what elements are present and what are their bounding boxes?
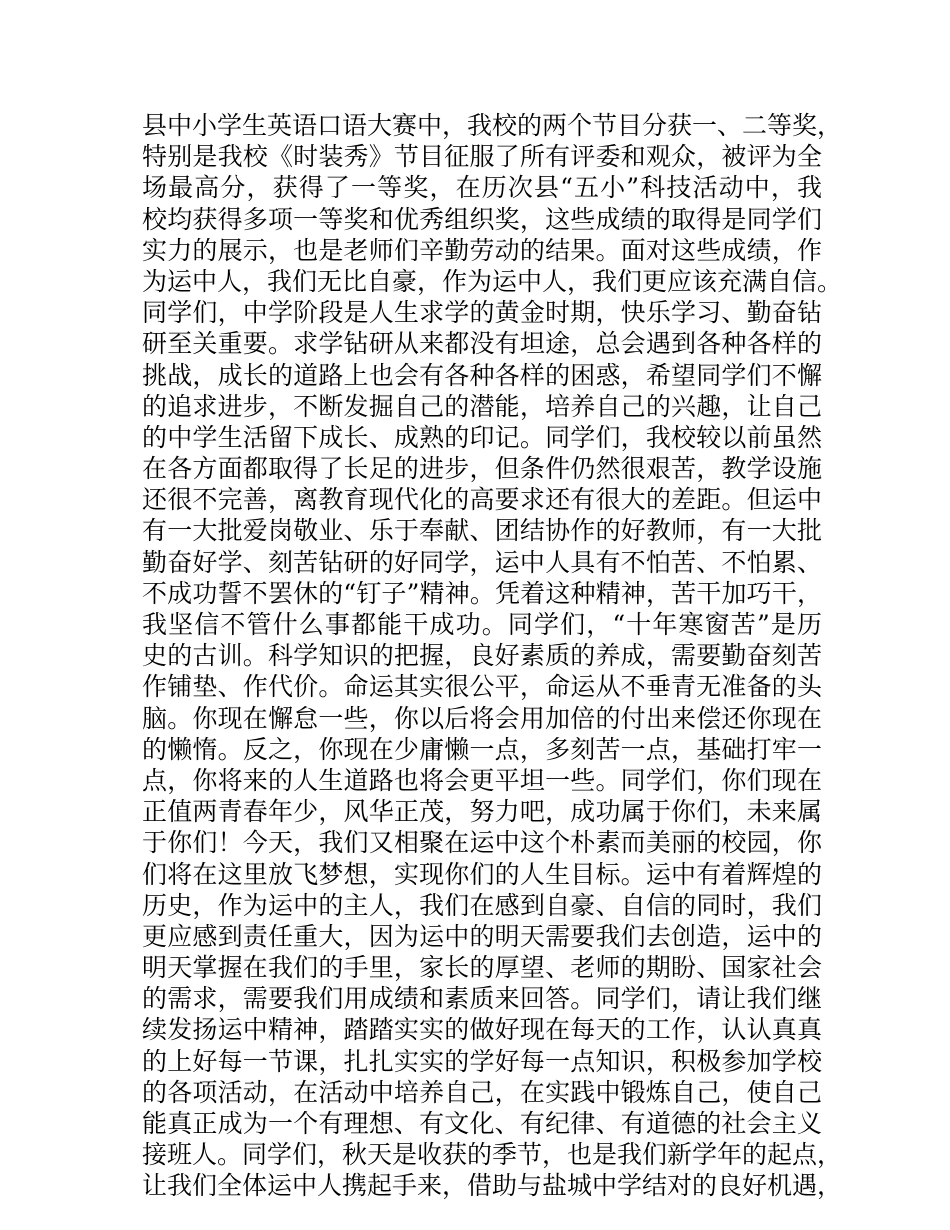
text-line: 的需求，需要我们用成绩和素质来回答。同学们，请让我们继 [142, 984, 822, 1014]
body-text [142, 110, 843, 1202]
text-line: 勤奋好学、刻苦钻研的好同学，运中人具有不怕苦、不怕累、 [142, 547, 822, 577]
text-line: 明天掌握在我们的手里，家长的厚望、老师的期盼、国家社会 [142, 953, 822, 983]
text-line: 校均获得多项一等奖和优秀组织奖，这些成绩的取得是同学们 [142, 204, 822, 234]
text-line: 县中小学生英语口语大赛中，我校的两个节目分获一、二等奖， [142, 111, 843, 140]
text-line: 续发扬运中精神，踏踏实实的做好现在每天的工作，认认真真 [142, 1015, 822, 1045]
text-line: 的上好每一节课，扎扎实实的学好每一点知识，积极参加学校 [142, 1046, 822, 1076]
text-line: 史的古训。科学知识的把握，良好素质的养成，需要勤奋刻苦 [142, 641, 822, 671]
text-line: 在各方面都取得了长足的进步，但条件仍然很艰苦，教学设施 [142, 454, 822, 484]
text-line: 于你们！今天，我们又相聚在运中这个朴素而美丽的校园，你 [142, 828, 822, 858]
text-line: 不成功誓不罢休的“钉子”精神。凭着这种精神，苦干加巧干， [142, 578, 822, 608]
text-line: 场最高分，获得了一等奖，在历次县“五小”科技活动中，我 [142, 173, 822, 203]
text-line: 接班人。同学们，秋天是收获的季节，也是我们新学年的起点， [142, 1140, 843, 1170]
text-line: 的懒惰。反之，你现在少庸懒一点，多刻苦一点，基础打牢一 [142, 734, 822, 764]
text-line: 的中学生活留下成长、成熟的印记。同学们，我校较以前虽然 [142, 422, 822, 452]
text-line: 实力的展示，也是老师们辛勤劳动的结果。面对这些成绩，作 [142, 235, 822, 265]
text-line: 能真正成为一个有理想、有文化、有纪律、有道德的社会主义 [142, 1109, 822, 1138]
text-line: 更应感到责任重大，因为运中的明天需要我们去创造，运中的 [142, 921, 822, 951]
text-line: 的追求进步，不断发掘自己的潜能，培养自己的兴趣，让自己 [142, 391, 822, 421]
text-line: 作铺垫、作代价。命运其实很公平，命运从不垂青无准备的头 [142, 672, 822, 702]
text-line: 历史，作为运中的主人，我们在感到自豪、自信的同时，我们 [142, 890, 822, 920]
text-line: 让我们全体运中人携起手来，借助与盐城中学结对的良好机遇， [142, 1171, 843, 1201]
text-line: 同学们，中学阶段是人生求学的黄金时期，快乐学习、勤奋钻 [142, 298, 822, 328]
text-line: 的各项活动，在活动中培养自己，在实践中锻炼自己，使自己 [142, 1077, 822, 1107]
text-line: 脑。你现在懈怠一些，你以后将会用加倍的付出来偿还你现在 [142, 703, 822, 733]
text-line: 为运中人，我们无比自豪，作为运中人，我们更应该充满自信。 [142, 266, 843, 296]
text-line: 还很不完善，离教育现代化的高要求还有很大的差距。但运中 [142, 485, 822, 515]
text-line: 点，你将来的人生道路也将会更平坦一些。同学们，你们现在 [142, 765, 822, 795]
text-line: 我坚信不管什么事都能干成功。同学们，“十年寒窗苦”是历 [142, 610, 822, 639]
text-line: 研至关重要。求学钻研从来都没有坦途，总会遇到各种各样的 [142, 329, 822, 359]
text-line: 特别是我校《时装秀》节目征服了所有评委和观众，被评为全 [142, 142, 822, 172]
text-line: 挑战，成长的道路上也会有各种各样的困惑，希望同学们不懈 [142, 360, 822, 390]
text-line: 们将在这里放飞梦想，实现你们的人生目标。运中有着辉煌的 [142, 859, 822, 889]
text-line: 正值两青春年少，风华正茂，努力吧，成功属于你们，未来属 [142, 797, 822, 827]
text-line: 有一大批爱岗敬业、乐于奉献、团结协作的好教师，有一大批 [142, 516, 822, 546]
